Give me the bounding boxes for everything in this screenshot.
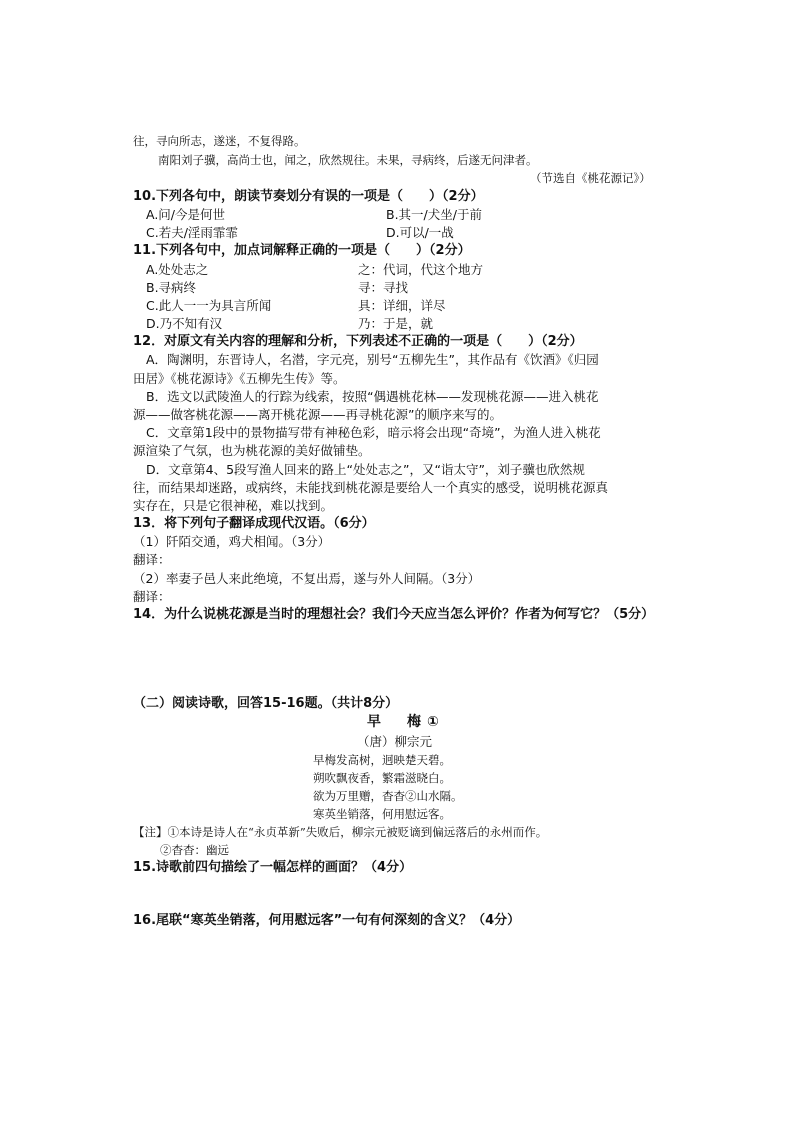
q11-explain-d: 乃：于是，就 — [358, 316, 434, 331]
q11-explain-b: 寻：寻找 — [358, 280, 409, 295]
section-heading: （二）阅读诗歌，回答15-16题。（共计8分） — [133, 696, 399, 711]
poem-title: 早 梅① — [367, 714, 445, 730]
q13-answer-label-2: 翻译： — [133, 589, 171, 604]
question-16-stem: 16.尾联“寒英坐销落，何用慰远客”一句有何深刻的含义？（4分） — [133, 913, 521, 928]
poem-note-1: 【注】①本诗是诗人在“永贞革新”失败后，柳宗元被贬谪到偏远落后的永州而作。 — [133, 825, 548, 839]
question-11-stem: 11.下列各句中，加点词解释正确的一项是（ ）（2分） — [133, 243, 471, 258]
question-10-stem: 10.下列各句中，朗读节奏划分有误的一项是（ ）（2分） — [133, 189, 484, 204]
q12-line: 往，而结果却迷路，或病终，未能找到桃花源是要给人一个真实的感受，说明桃花源真 — [133, 480, 609, 495]
q11-explain-c: 具：详细，详尽 — [358, 298, 446, 313]
q11-option-b: B.寻病终 — [146, 280, 197, 295]
passage-source: （节选自《桃花源记》） — [530, 171, 651, 185]
q12-line: C．文章第1段中的景物描写带有神秘色彩，暗示将会出现“奇境”，为渔人进入桃花 — [146, 425, 601, 440]
q12-line: D．文章第4、5段写渔人回来的路上“处处志之”，又“诣太守”，刘子骥也欣然规 — [146, 462, 585, 477]
poem-line: 早梅发高树，迥映楚天碧。 — [313, 753, 451, 767]
q12-line: 实存在，只是它很神秘，难以找到。 — [133, 498, 334, 513]
poem-note-2: ②杳杳：幽远 — [160, 843, 229, 857]
question-15-stem: 15.诗歌前四句描绘了一幅怎样的画面？（4分） — [133, 860, 413, 875]
q10-option-a: A.问/今是何世 — [146, 207, 226, 222]
q10-option-d: D.可以/一战 — [386, 225, 454, 240]
poem-author: （唐）柳宗元 — [357, 734, 433, 749]
question-14-stem: 14．为什么说桃花源是当时的理想社会？我们今天应当怎么评价？作者为何写它？（5分） — [133, 607, 655, 622]
q12-line: A．陶渊明，东晋诗人，名潜，字元亮，别号“五柳先生”，其作品有《饮酒》《归园 — [146, 352, 599, 367]
q12-line: B．选文以武陵渔人的行踪为线索，按照“偶遇桃花林——发现桃花源——进入桃花 — [146, 389, 599, 404]
q13-item-1: （1）阡陌交通，鸡犬相闻。（3分） — [133, 534, 331, 549]
poem-line: 寒英坐销落，何用慰远客。 — [313, 807, 451, 821]
question-12-stem: 12．对原文有关内容的理解和分析，下列表述不正确的一项是（ ）（2分） — [133, 334, 583, 349]
q13-answer-label-1: 翻译： — [133, 552, 171, 567]
passage-line: 南阳刘子骥，高尚士也，闻之，欣然规往。未果，寻病终，后遂无问津者。 — [158, 153, 538, 167]
q11-option-d: D.乃不知有汉 — [146, 316, 223, 331]
q11-explain-a: 之：代词，代这个地方 — [358, 262, 484, 277]
q11-option-c: C.此人一一为具言所闻 — [146, 298, 272, 313]
passage-line: 往，寻向所志，遂迷，不复得路。 — [133, 134, 306, 148]
poem-line: 欲为万里赠，杳杳②山水隔。 — [313, 789, 463, 803]
q12-line: 源——做客桃花源——离开桃花源——再寻桃花源”的顺序来写的。 — [133, 407, 502, 422]
poem-line: 朔吹飘夜香，繁霜滋晓白。 — [313, 771, 451, 785]
q11-option-a: A.处处志之 — [146, 262, 209, 277]
q13-item-2: （2）率妻子邑人来此绝境，不复出焉，遂与外人间隔。（3分） — [133, 571, 481, 586]
q10-option-c: C.若夫/淫雨霏霏 — [146, 225, 238, 240]
q12-line: 源渲染了气氛，也为桃花源的美好做铺垫。 — [133, 443, 371, 458]
question-13-stem: 13．将下列句子翻译成现代汉语。（6分） — [133, 516, 375, 531]
q10-option-b: B.其一/犬坐/于前 — [386, 207, 482, 222]
q12-line: 田居》《桃花源诗》《五柳先生传》等。 — [133, 371, 346, 386]
